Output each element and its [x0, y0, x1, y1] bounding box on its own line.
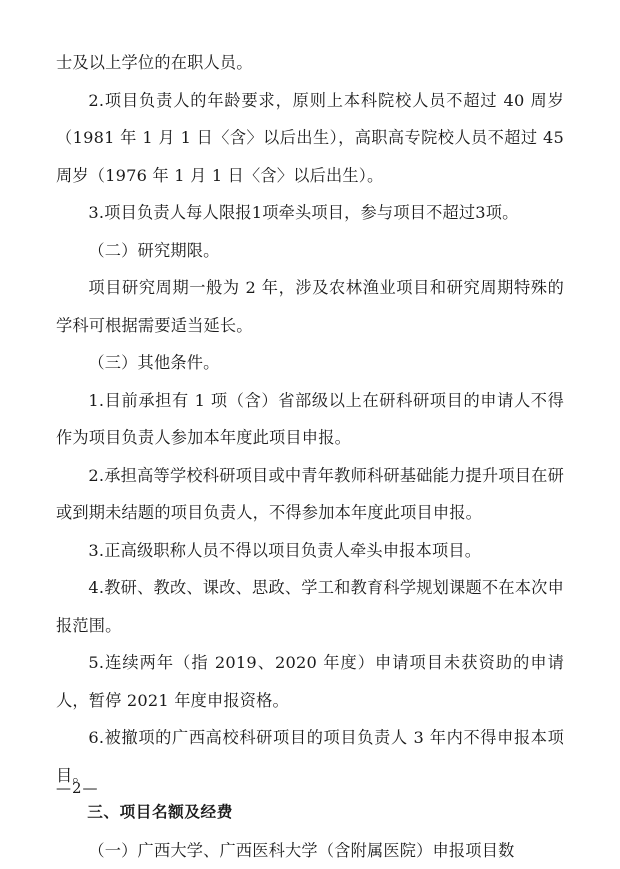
paragraph-condition-6: 6.被撤项的广西高校科研项目的项目负责人 3 年内不得申报本项目。	[56, 719, 564, 794]
paragraph-section-two-title: （二）研究期限。	[56, 232, 564, 270]
paragraph-continuation: 士及以上学位的在职人员。	[56, 44, 564, 82]
paragraph-condition-2: 2.承担高等学校科研项目或中青年教师科研基础能力提升项目在研或到期未结题的项目负责人，不得参加本年度此项目申报。	[56, 457, 564, 532]
paragraph-condition-3: 3.正高级职称人员不得以项目负责人牵头申报本项目。	[56, 532, 564, 570]
document-body	[56, 44, 564, 869]
paragraph-research-period: 项目研究周期一般为 2 年，涉及农林渔业项目和研究周期特殊的学科可根据需要适当延长。	[56, 269, 564, 344]
paragraph-project-limit: 3.项目负责人每人限报1项牵头项目，参与项目不超过3项。	[56, 194, 564, 232]
paragraph-section-three-title: （三）其他条件。	[56, 344, 564, 382]
paragraph-quota-intro: （一）广西大学、广西医科大学（含附属医院）申报项目数	[56, 832, 564, 869]
page-number: —2—	[56, 779, 99, 797]
paragraph-condition-5: 5.连续两年（指 2019、2020 年度）申请项目未获资助的申请人，暂停 2021 年度申报资格。	[56, 644, 564, 719]
paragraph-age-requirement: 2.项目负责人的年龄要求，原则上本科院校人员不超过 40 周岁（1981 年 1 月 1 日〈含〉以后出生），高职高专院校人员不超过 45 周岁（1976 年 1 月 1 日〈含〉以后出生）。	[56, 82, 564, 195]
paragraph-condition-1: 1.目前承担有 1 项（含）省部级以上在研科研项目的申请人不得作为项目负责人参加本年度此项目申报。	[56, 382, 564, 457]
paragraph-condition-4: 4.教研、教改、课改、思政、学工和教育科学规划课题不在本次申报范围。	[56, 569, 564, 644]
section-heading-three: 三、项目名额及经费	[56, 794, 564, 832]
